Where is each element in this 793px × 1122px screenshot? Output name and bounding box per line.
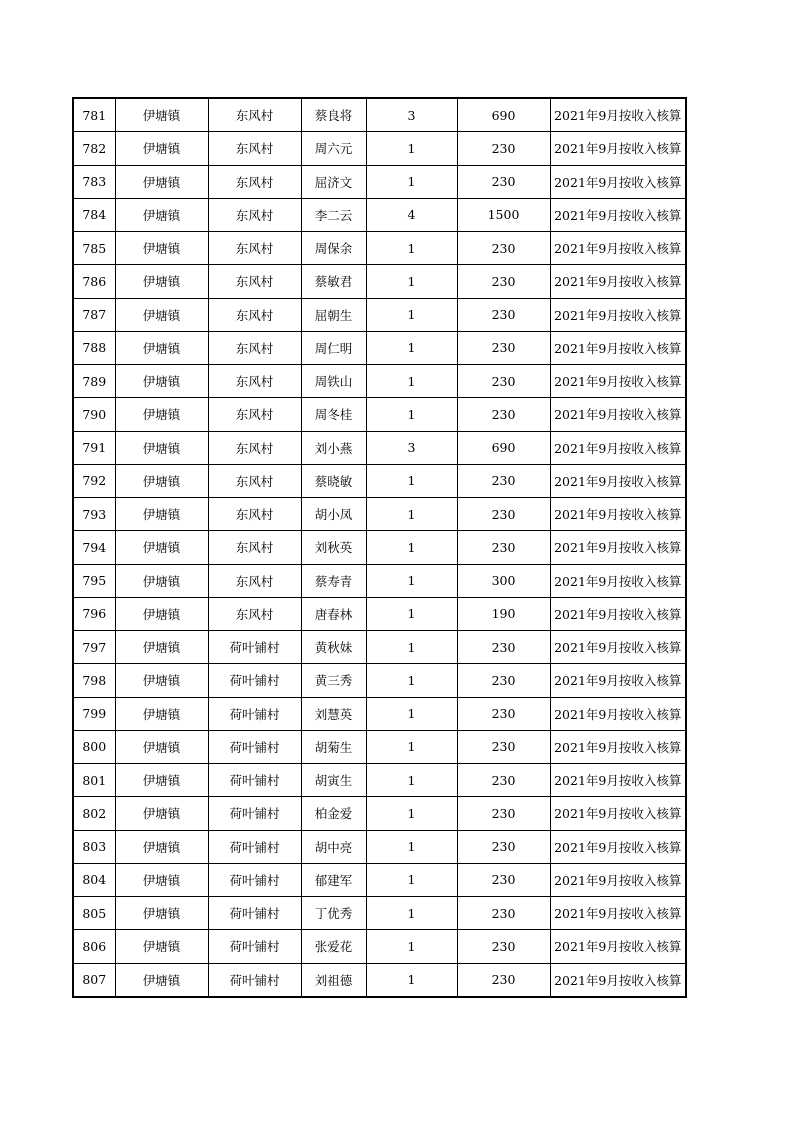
household-count-cell: 4: [366, 198, 457, 231]
table-row: [73, 464, 686, 497]
town-cell: 伊塘镇: [115, 564, 208, 597]
note-cell: 2021年9月按收入核算: [550, 198, 686, 231]
note-cell: 2021年9月按收入核算: [550, 664, 686, 697]
row-number-cell: 805: [73, 897, 115, 930]
town-cell: 伊塘镇: [115, 431, 208, 464]
table-row: [73, 398, 686, 431]
table-row: [73, 132, 686, 165]
name-cell: 周铁山: [301, 365, 366, 398]
village-cell: 荷叶铺村: [208, 963, 301, 997]
name-cell: 胡菊生: [301, 730, 366, 763]
amount-cell: 230: [457, 764, 550, 797]
village-cell: 荷叶铺村: [208, 664, 301, 697]
row-number-cell: 785: [73, 232, 115, 265]
village-cell: 荷叶铺村: [208, 764, 301, 797]
table-row: [73, 863, 686, 896]
household-count-cell: 1: [366, 764, 457, 797]
name-cell: 刘祖德: [301, 963, 366, 997]
town-cell: 伊塘镇: [115, 398, 208, 431]
amount-cell: 300: [457, 564, 550, 597]
note-cell: 2021年9月按收入核算: [550, 265, 686, 298]
table-row: [73, 331, 686, 364]
note-cell: 2021年9月按收入核算: [550, 730, 686, 763]
amount-cell: 690: [457, 431, 550, 464]
amount-cell: 230: [457, 963, 550, 997]
amount-cell: 230: [457, 331, 550, 364]
town-cell: 伊塘镇: [115, 331, 208, 364]
village-cell: 东风村: [208, 331, 301, 364]
amount-cell: 230: [457, 830, 550, 863]
village-cell: 荷叶铺村: [208, 830, 301, 863]
town-cell: 伊塘镇: [115, 198, 208, 231]
town-cell: 伊塘镇: [115, 830, 208, 863]
name-cell: 李二云: [301, 198, 366, 231]
records-body: [73, 98, 686, 997]
table-row: [73, 365, 686, 398]
amount-cell: 230: [457, 498, 550, 531]
name-cell: 蔡良将: [301, 98, 366, 132]
village-cell: 东风村: [208, 498, 301, 531]
amount-cell: 230: [457, 797, 550, 830]
row-number-cell: 807: [73, 963, 115, 997]
row-number-cell: 792: [73, 464, 115, 497]
town-cell: 伊塘镇: [115, 797, 208, 830]
household-count-cell: 3: [366, 431, 457, 464]
name-cell: 张爱花: [301, 930, 366, 963]
household-count-cell: 1: [366, 165, 457, 198]
household-count-cell: 1: [366, 498, 457, 531]
name-cell: 郁建军: [301, 863, 366, 896]
row-number-cell: 795: [73, 564, 115, 597]
town-cell: 伊塘镇: [115, 265, 208, 298]
town-cell: 伊塘镇: [115, 730, 208, 763]
amount-cell: 230: [457, 165, 550, 198]
row-number-cell: 802: [73, 797, 115, 830]
table-row: [73, 265, 686, 298]
amount-cell: 230: [457, 464, 550, 497]
row-number-cell: 791: [73, 431, 115, 464]
name-cell: 蔡寿青: [301, 564, 366, 597]
amount-cell: 230: [457, 863, 550, 896]
town-cell: 伊塘镇: [115, 531, 208, 564]
table-row: [73, 564, 686, 597]
town-cell: 伊塘镇: [115, 963, 208, 997]
note-cell: 2021年9月按收入核算: [550, 597, 686, 630]
note-cell: 2021年9月按收入核算: [550, 863, 686, 896]
note-cell: 2021年9月按收入核算: [550, 564, 686, 597]
amount-cell: 230: [457, 265, 550, 298]
note-cell: 2021年9月按收入核算: [550, 165, 686, 198]
table-row: [73, 498, 686, 531]
table-row: [73, 298, 686, 331]
row-number-cell: 793: [73, 498, 115, 531]
note-cell: 2021年9月按收入核算: [550, 398, 686, 431]
table-row: [73, 730, 686, 763]
row-number-cell: 789: [73, 365, 115, 398]
note-cell: 2021年9月按收入核算: [550, 331, 686, 364]
name-cell: 黄秋妹: [301, 631, 366, 664]
row-number-cell: 798: [73, 664, 115, 697]
name-cell: 屈济文: [301, 165, 366, 198]
note-cell: 2021年9月按收入核算: [550, 697, 686, 730]
name-cell: 刘慧英: [301, 697, 366, 730]
household-count-cell: 1: [366, 365, 457, 398]
note-cell: 2021年9月按收入核算: [550, 531, 686, 564]
table-row: [73, 98, 686, 132]
row-number-cell: 796: [73, 597, 115, 630]
household-count-cell: 1: [366, 697, 457, 730]
village-cell: 荷叶铺村: [208, 730, 301, 763]
town-cell: 伊塘镇: [115, 597, 208, 630]
table-row: [73, 797, 686, 830]
village-cell: 东风村: [208, 98, 301, 132]
household-count-cell: 1: [366, 730, 457, 763]
name-cell: 胡寅生: [301, 764, 366, 797]
note-cell: 2021年9月按收入核算: [550, 631, 686, 664]
row-number-cell: 804: [73, 863, 115, 896]
name-cell: 胡中亮: [301, 830, 366, 863]
table-row: [73, 697, 686, 730]
row-number-cell: 787: [73, 298, 115, 331]
name-cell: 屈朝生: [301, 298, 366, 331]
village-cell: 荷叶铺村: [208, 897, 301, 930]
amount-cell: 1500: [457, 198, 550, 231]
amount-cell: 190: [457, 597, 550, 630]
amount-cell: 230: [457, 631, 550, 664]
town-cell: 伊塘镇: [115, 897, 208, 930]
name-cell: 蔡晓敏: [301, 464, 366, 497]
note-cell: 2021年9月按收入核算: [550, 431, 686, 464]
village-cell: 东风村: [208, 398, 301, 431]
household-count-cell: 1: [366, 830, 457, 863]
row-number-cell: 783: [73, 165, 115, 198]
village-cell: 东风村: [208, 165, 301, 198]
note-cell: 2021年9月按收入核算: [550, 897, 686, 930]
amount-cell: 230: [457, 897, 550, 930]
table-row: [73, 531, 686, 564]
amount-cell: 230: [457, 930, 550, 963]
table-row: [73, 897, 686, 930]
amount-cell: 230: [457, 365, 550, 398]
village-cell: 东风村: [208, 198, 301, 231]
town-cell: 伊塘镇: [115, 498, 208, 531]
household-count-cell: 1: [366, 930, 457, 963]
village-cell: 荷叶铺村: [208, 863, 301, 896]
town-cell: 伊塘镇: [115, 631, 208, 664]
name-cell: 刘小燕: [301, 431, 366, 464]
name-cell: 周保余: [301, 232, 366, 265]
household-count-cell: 1: [366, 597, 457, 630]
table-row: [73, 431, 686, 464]
name-cell: 周六元: [301, 132, 366, 165]
note-cell: 2021年9月按收入核算: [550, 132, 686, 165]
village-cell: 荷叶铺村: [208, 697, 301, 730]
village-cell: 荷叶铺村: [208, 930, 301, 963]
town-cell: 伊塘镇: [115, 132, 208, 165]
row-number-cell: 786: [73, 265, 115, 298]
village-cell: 东风村: [208, 298, 301, 331]
table-row: [73, 930, 686, 963]
note-cell: 2021年9月按收入核算: [550, 464, 686, 497]
row-number-cell: 797: [73, 631, 115, 664]
amount-cell: 230: [457, 730, 550, 763]
household-count-cell: 1: [366, 631, 457, 664]
row-number-cell: 790: [73, 398, 115, 431]
name-cell: 唐春林: [301, 597, 366, 630]
household-count-cell: 3: [366, 98, 457, 132]
amount-cell: 230: [457, 398, 550, 431]
household-count-cell: 1: [366, 797, 457, 830]
town-cell: 伊塘镇: [115, 298, 208, 331]
row-number-cell: 788: [73, 331, 115, 364]
village-cell: 东风村: [208, 431, 301, 464]
records-table: [72, 97, 687, 998]
village-cell: 东风村: [208, 464, 301, 497]
row-number-cell: 806: [73, 930, 115, 963]
household-count-cell: 1: [366, 132, 457, 165]
village-cell: 东风村: [208, 564, 301, 597]
amount-cell: 230: [457, 664, 550, 697]
note-cell: 2021年9月按收入核算: [550, 764, 686, 797]
name-cell: 刘秋英: [301, 531, 366, 564]
row-number-cell: 800: [73, 730, 115, 763]
note-cell: 2021年9月按收入核算: [550, 98, 686, 132]
town-cell: 伊塘镇: [115, 365, 208, 398]
household-count-cell: 1: [366, 232, 457, 265]
household-count-cell: 1: [366, 298, 457, 331]
amount-cell: 230: [457, 697, 550, 730]
table-row: [73, 764, 686, 797]
town-cell: 伊塘镇: [115, 165, 208, 198]
household-count-cell: 1: [366, 531, 457, 564]
amount-cell: 230: [457, 298, 550, 331]
household-count-cell: 1: [366, 863, 457, 896]
note-cell: 2021年9月按收入核算: [550, 797, 686, 830]
row-number-cell: 799: [73, 697, 115, 730]
name-cell: 丁优秀: [301, 897, 366, 930]
note-cell: 2021年9月按收入核算: [550, 498, 686, 531]
name-cell: 柏金爱: [301, 797, 366, 830]
table-row: [73, 198, 686, 231]
row-number-cell: 801: [73, 764, 115, 797]
household-count-cell: 1: [366, 664, 457, 697]
name-cell: 胡小凤: [301, 498, 366, 531]
village-cell: 东风村: [208, 365, 301, 398]
table-row: [73, 664, 686, 697]
town-cell: 伊塘镇: [115, 464, 208, 497]
town-cell: 伊塘镇: [115, 930, 208, 963]
table-row: [73, 165, 686, 198]
household-count-cell: 1: [366, 331, 457, 364]
village-cell: 东风村: [208, 265, 301, 298]
note-cell: 2021年9月按收入核算: [550, 232, 686, 265]
town-cell: 伊塘镇: [115, 863, 208, 896]
amount-cell: 230: [457, 132, 550, 165]
row-number-cell: 794: [73, 531, 115, 564]
household-count-cell: 1: [366, 897, 457, 930]
name-cell: 蔡敏君: [301, 265, 366, 298]
name-cell: 周冬桂: [301, 398, 366, 431]
note-cell: 2021年9月按收入核算: [550, 365, 686, 398]
household-count-cell: 1: [366, 963, 457, 997]
name-cell: 周仁明: [301, 331, 366, 364]
name-cell: 黄三秀: [301, 664, 366, 697]
household-count-cell: 1: [366, 464, 457, 497]
row-number-cell: 803: [73, 830, 115, 863]
village-cell: 东风村: [208, 232, 301, 265]
village-cell: 东风村: [208, 597, 301, 630]
amount-cell: 230: [457, 531, 550, 564]
village-cell: 荷叶铺村: [208, 631, 301, 664]
note-cell: 2021年9月按收入核算: [550, 830, 686, 863]
town-cell: 伊塘镇: [115, 98, 208, 132]
village-cell: 荷叶铺村: [208, 797, 301, 830]
note-cell: 2021年9月按收入核算: [550, 298, 686, 331]
village-cell: 东风村: [208, 132, 301, 165]
household-count-cell: 1: [366, 398, 457, 431]
row-number-cell: 782: [73, 132, 115, 165]
row-number-cell: 781: [73, 98, 115, 132]
household-count-cell: 1: [366, 265, 457, 298]
table-row: [73, 597, 686, 630]
note-cell: 2021年9月按收入核算: [550, 930, 686, 963]
amount-cell: 690: [457, 98, 550, 132]
town-cell: 伊塘镇: [115, 697, 208, 730]
household-count-cell: 1: [366, 564, 457, 597]
town-cell: 伊塘镇: [115, 232, 208, 265]
town-cell: 伊塘镇: [115, 764, 208, 797]
row-number-cell: 784: [73, 198, 115, 231]
table-row: [73, 830, 686, 863]
table-row: [73, 232, 686, 265]
town-cell: 伊塘镇: [115, 664, 208, 697]
table-row: [73, 631, 686, 664]
amount-cell: 230: [457, 232, 550, 265]
village-cell: 东风村: [208, 531, 301, 564]
note-cell: 2021年9月按收入核算: [550, 963, 686, 997]
table-row: [73, 963, 686, 997]
